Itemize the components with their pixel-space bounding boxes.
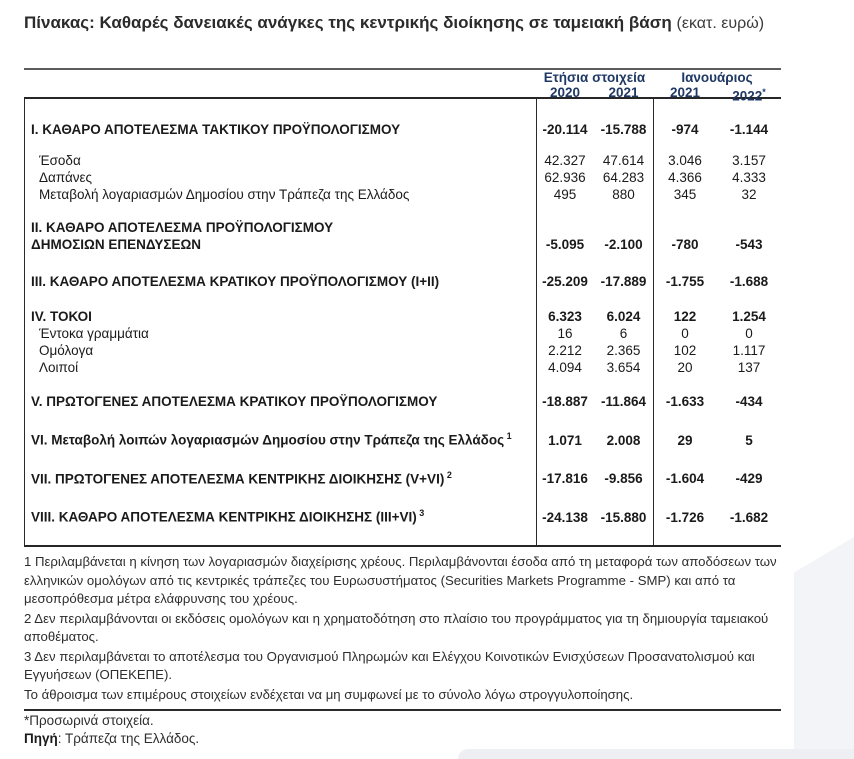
table-divider-annual-january [653, 99, 654, 545]
cell-jan-2021: 3.046 [668, 153, 702, 168]
row-label: V. ΠΡΩΤΟΓΕΝΕΣ ΑΠΟΤΕΛΕΣΜΑ ΚΡΑΤΙΚΟΥ ΠΡΟΫΠΟΛΟΓΙΣΜΟΥ [31, 394, 438, 409]
background-shape-bottom [458, 749, 854, 759]
background-shape-right [794, 537, 854, 759]
table-row [24, 410, 781, 449]
row-label: Έσοδα [39, 153, 81, 168]
cell-2021: -2.100 [604, 237, 643, 252]
cell-jan-2022: 1.117 [732, 343, 766, 358]
cell-jan-2022: 0 [745, 326, 753, 341]
cell-2021: 64.283 [602, 170, 645, 185]
table-body [24, 99, 781, 547]
cell-2021: -17.889 [600, 274, 647, 289]
cell-2020: 16 [557, 326, 573, 341]
table-row [24, 253, 781, 290]
cell-2021: 6 [619, 326, 628, 341]
column-header-2020: 2020 [549, 85, 581, 100]
cell-2021: 2.365 [606, 343, 641, 358]
table-left-border [24, 99, 25, 545]
cell-2020: 62.936 [544, 170, 586, 185]
cell-jan-2022: -429 [735, 471, 763, 486]
table-title-text: Πίνακας: Καθαρές δανειακές ανάγκες της κεντρικής διοίκησης σε ταμειακή βάση [24, 13, 672, 32]
cell-jan-2022: 1.254 [732, 309, 766, 324]
table-row [24, 169, 781, 186]
column-header-jan-2021: 2021 [669, 85, 701, 100]
table-divider-labels-data [536, 99, 537, 545]
cell-2020: 4.094 [548, 360, 582, 375]
row-label: Έντοκα γραμμάτια [39, 326, 149, 341]
table-row [24, 186, 781, 203]
cell-2020: 42.327 [544, 153, 586, 168]
data-table [24, 68, 781, 547]
provisional-asterisk: * [762, 87, 766, 97]
cell-jan-2021: -974 [671, 122, 699, 137]
cell-jan-2022: 137 [737, 360, 761, 375]
cell-jan-2021: -1.726 [665, 509, 705, 525]
cell-2020: -24.138 [542, 509, 588, 525]
cell-jan-2021: 4.366 [668, 170, 702, 185]
row-label: Μεταβολή λογαριασμών Δημοσίου στην Τράπεζα της Ελλάδος [39, 187, 410, 202]
provisional-note: *Προσωρινά στοιχεία. [24, 713, 154, 728]
row-label: Ομόλογα [39, 343, 94, 358]
cell-jan-2021: 0 [681, 326, 689, 341]
cell-2020: 2.212 [548, 343, 582, 358]
cell-2021: -9.856 [604, 471, 643, 486]
source-label: Πηγή [24, 730, 58, 746]
cell-jan-2021: 345 [673, 187, 697, 202]
cell-2020: 6.323 [548, 309, 582, 324]
row-label: VI. Μεταβολή λοιπών λογαριασμών Δημοσίου στην Τράπεζα της Ελλάδος $^1$ [31, 431, 512, 448]
footnote-ref: 2 [444, 469, 452, 480]
cell-jan-2021: -1.604 [665, 471, 705, 486]
row-label: Δαπάνες [39, 170, 93, 185]
cell-2020: -18.887 [542, 394, 588, 409]
row-label: ΙΙ. ΚΑΘΑΡΟ ΑΠΟΤΕΛΕΣΜΑ ΠΡΟΫΠΟΛΟΓΙΣΜΟΥ ΔΗΜΟΣΙΩΝ ΕΠΕΝΔΥΣΕΩΝ [31, 220, 334, 252]
footnote-1: 1 Περιλαμβάνεται η κίνηση των λογαριασμών διαχείρισης χρέους. Περιλαμβάνονται έσοδα από τη μεταφορά των αποδόσεων των ελληνικών ομολόγων από τις κεντρικές τράπεζες του Ευρωσυστήματος (Securities Markets Programme - SMP) και από τα μεσοπρόθεσμα μέτρα ελάφρυνσης του χρέους. [24, 554, 777, 606]
table-title-unit: (εκατ. ευρώ) [676, 15, 765, 32]
cell-2021: 3.654 [606, 360, 641, 375]
cell-2020: 1.071 [548, 432, 582, 448]
table-row [24, 449, 781, 488]
cell-jan-2021: 102 [673, 343, 697, 358]
header-spacer [24, 71, 536, 85]
table-row [24, 325, 781, 342]
cell-2021: 47.614 [602, 153, 645, 168]
footnote-ref: 1 [504, 431, 512, 441]
cell-2021: 6.024 [606, 309, 641, 324]
table-row [24, 487, 781, 545]
cell-2021: -11.864 [600, 394, 647, 409]
table-row [24, 203, 781, 253]
cell-jan-2021: 29 [677, 432, 693, 448]
table-row [24, 138, 781, 169]
cell-2021: 2.008 [606, 432, 641, 448]
table-header [24, 68, 781, 104]
source-text: : Τράπεζα της Ελλάδος. [57, 730, 200, 746]
cell-2021: -15.880 [600, 509, 647, 525]
table-row [24, 342, 781, 359]
table-row [24, 359, 781, 376]
cell-jan-2021: 122 [673, 309, 697, 324]
cell-jan-2022: 5 [745, 432, 753, 448]
source-line [24, 731, 784, 748]
cell-jan-2021: 20 [677, 360, 693, 375]
cell-2021: -15.788 [600, 122, 647, 137]
cell-2020: -20.114 [542, 122, 588, 137]
cell-2021: 880 [612, 187, 635, 202]
cell-jan-2022: -1.144 [729, 122, 769, 137]
table-header-groups [24, 71, 781, 85]
cell-jan-2022: 3.157 [732, 153, 766, 168]
cell-jan-2021: -780 [671, 237, 699, 252]
cell-2020: 495 [553, 187, 577, 202]
cell-jan-2021: -1.633 [665, 394, 705, 409]
cell-jan-2022: -543 [735, 237, 763, 252]
cell-jan-2022: 32 [741, 187, 757, 202]
column-group-annual: Ετήσια στοιχεία [543, 70, 646, 85]
footnote-2: 2 Δεν περιλαμβάνονται οι εκδόσεις ομολόγων και η χρηματοδότηση στο πλαίσιο του προγράμματος για τη δημιουργία ταμειακού αποθέματος. [24, 610, 769, 644]
column-header-jan-2022: 2022* [732, 87, 766, 104]
table-row [24, 376, 781, 410]
rounding-note: Το άθροισμα των επιμέρους στοιχείων ενδέχεται να μη συμφωνεί με το σύνολο λόγω στρογγυλοποίησης. [24, 686, 634, 702]
cell-jan-2022: 4.333 [732, 170, 766, 185]
footnote-ref: 3 [416, 508, 425, 518]
cell-2020: -25.209 [542, 274, 588, 289]
column-header-2021: 2021 [608, 85, 639, 100]
row-label: VIII. ΚΑΘΑΡΟ ΑΠΟΤΕΛΕΣΜΑ ΚΕΝΤΡΙΚΗΣ ΔΙΟΙΚΗΣΗΣ (ΙΙΙ+VI) $^3$ [31, 508, 425, 525]
table-row [24, 99, 781, 138]
column-group-january: Ιανουάριος [681, 70, 753, 85]
cell-jan-2022: -434 [735, 394, 763, 409]
row-label: Λοιποί [39, 360, 79, 375]
row-label: Ι. ΚΑΘΑΡΟ ΑΠΟΤΕΛΕΣΜΑ ΤΑΚΤΙΚΟΥ ΠΡΟΫΠΟΛΟΓΙΣΜΟΥ [31, 122, 401, 137]
footnotes-section [24, 553, 784, 748]
table-row [24, 290, 781, 325]
row-label: ΙΙΙ. ΚΑΘΑΡΟ ΑΠΟΤΕΛΕΣΜΑ ΚΡΑΤΙΚΟΥ ΠΡΟΫΠΟΛΟΓΙΣΜΟΥ (Ι+ΙΙ) [31, 274, 440, 289]
cell-jan-2021: -1.755 [665, 274, 705, 289]
cell-2020: -17.816 [542, 471, 588, 486]
footnote-3: 3 Δεν περιλαμβάνεται το αποτέλεσμα του Οργανισμού Πληρωμών και Ελέγχου Κοινοτικών Ενισχύσεων Προσανατολισμού και Εγγυήσεων (ΟΠΕΚΕΠΕ). [24, 648, 755, 682]
cell-jan-2022: -1.688 [729, 274, 769, 289]
row-label: VII. ΠΡΩΤΟΓΕΝΕΣ ΑΠΟΤΕΛΕΣΜΑ ΚΕΝΤΡΙΚΗΣ ΔΙΟΙΚΗΣΗΣ (V+VI) $^2$ [31, 469, 452, 486]
footer-divider [24, 709, 781, 711]
cell-jan-2022: -1.682 [729, 509, 769, 525]
cell-2020: -5.095 [545, 237, 585, 252]
page-title [24, 13, 834, 33]
row-label: IV. ΤΟΚΟΙ [31, 309, 92, 324]
